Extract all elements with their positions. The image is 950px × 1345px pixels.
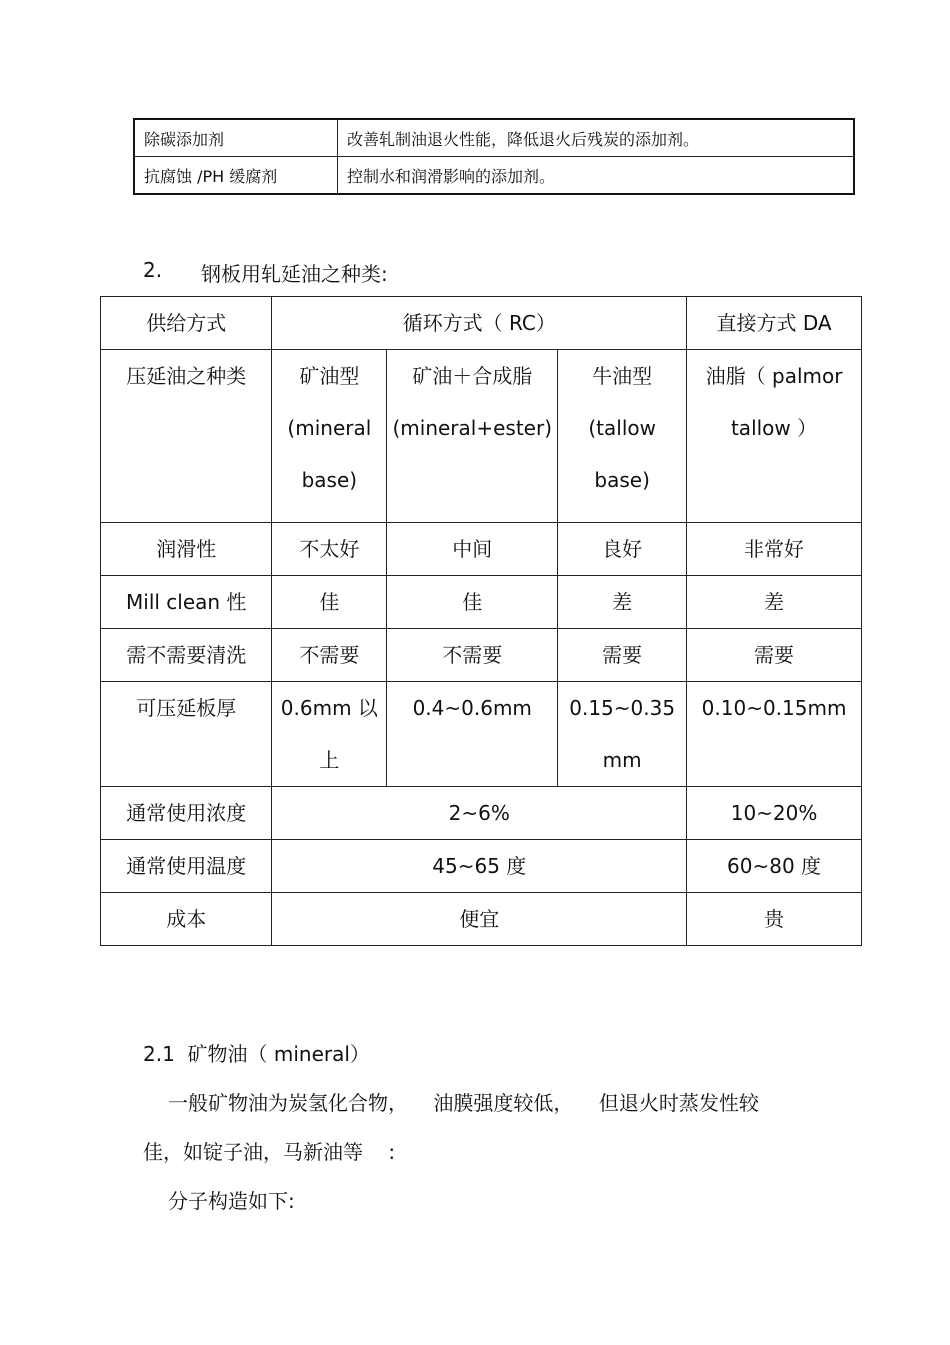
table-row [101,682,862,787]
table-cell: 0.10~0.15mm [687,682,862,787]
table-cell: 需要 [687,629,862,682]
table-cell: 0.4~0.6mm [387,682,558,787]
table-row [101,523,862,576]
section-number: 2. [143,258,163,282]
cell-line: base) [594,468,650,492]
table-row [101,840,862,893]
cell-line: 油脂（ palmor [705,364,843,388]
table-cell: 不需要 [387,629,558,682]
table-cell: 抗腐蚀 /PH 缓腐剂 [134,157,338,195]
additives-table [133,118,855,195]
table-row [101,350,862,523]
table-row [101,297,862,350]
table-cell: 60~80 度 [687,840,862,893]
header-cell: 循环方式（ RC） [272,297,687,350]
row-label: 成本 [101,893,272,946]
header-cell: 供给方式 [101,297,272,350]
row-label: 通常使用浓度 [101,787,272,840]
table-cell: 非常好 [687,523,862,576]
row-label: Mill clean 性 [101,576,272,629]
table-cell: 不需要 [272,629,387,682]
cell-line: (mineral+ester) [392,416,552,440]
table-cell: 需要 [558,629,687,682]
table-cell: 控制水和润滑影响的添加剂。 [338,157,855,195]
rolling-oil-table [100,296,862,946]
table-cell: 佳 [387,576,558,629]
cell-line: 牛油型 [592,364,653,388]
cell-line: mm [602,748,642,772]
table-cell [387,350,558,523]
table-cell: 10~20% [687,787,862,840]
cell-line: 矿油型 [299,364,360,388]
cell-line: base) [301,468,358,492]
paragraph-line: 一般矿物油为炭氢化合物， 油膜强度较低， 但退火时蒸发性较 [168,1091,759,1115]
table-cell [272,350,387,523]
paragraph-line: 佳，如锭子油，马新油等 : [143,1140,396,1164]
table-cell [272,682,387,787]
cell-line: 0.6mm 以 [280,696,378,720]
table-cell: 45~65 度 [272,840,687,893]
row-label: 需不需要清洗 [101,629,272,682]
header-cell: 直接方式 DA [687,297,862,350]
table-cell [687,350,862,523]
table-row [134,157,854,195]
table-cell: 改善轧制油退火性能，降低退火后残炭的添加剂。 [338,119,855,157]
row-label: 压延油之种类 [101,350,272,523]
section-title: 钢板用轧延油之种类: [201,262,388,286]
paragraph-line: 分子构造如下: [168,1189,295,1213]
row-label: 润滑性 [101,523,272,576]
table-cell: 佳 [272,576,387,629]
cell-line: (mineral [287,416,372,440]
table-row [101,893,862,946]
table-cell: 2~6% [272,787,687,840]
table-cell: 便宜 [272,893,687,946]
cell-line: (tallow [588,416,656,440]
table-cell: 良好 [558,523,687,576]
row-label: 通常使用温度 [101,840,272,893]
table-cell: 差 [687,576,862,629]
table-cell: 中间 [387,523,558,576]
table-cell [558,682,687,787]
row-label: 可压延板厚 [101,682,272,787]
cell-line: 0.15~0.35 [569,696,676,720]
table-row [101,787,862,840]
cell-line: tallow ） [730,416,818,440]
table-cell: 不太好 [272,523,387,576]
table-row [101,629,862,682]
table-row [134,119,854,157]
subsection-heading: 2.1 矿物油（ mineral） [143,1042,370,1066]
table-cell [558,350,687,523]
table-cell: 差 [558,576,687,629]
table-cell: 除碳添加剂 [134,119,338,157]
cell-line: 上 [319,748,340,772]
table-cell: 贵 [687,893,862,946]
table-row [101,576,862,629]
cell-line: 矿油＋合成脂 [412,364,533,388]
